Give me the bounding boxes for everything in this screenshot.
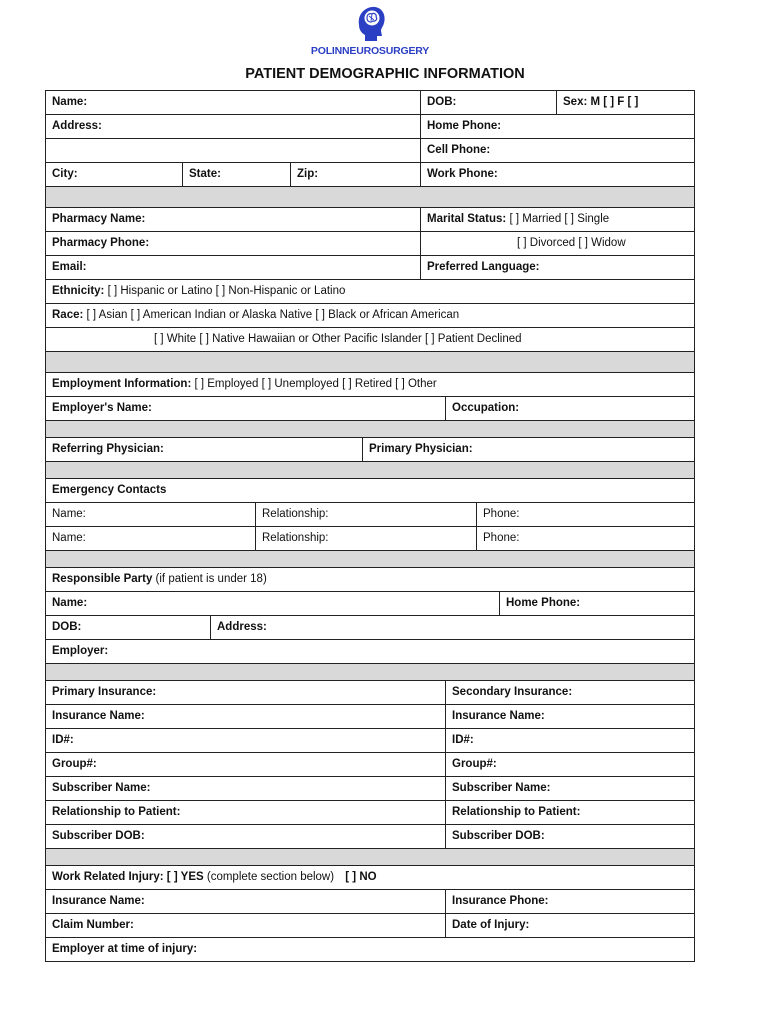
emergency-relationship-field[interactable]: Relationship: [255, 527, 476, 550]
pharmacy-phone-field[interactable]: Pharmacy Phone: [52, 237, 150, 249]
row-responsible-dob [46, 615, 694, 639]
secondary-insurance-name-field[interactable]: Insurance Name: [445, 705, 694, 728]
row-pharmacy [46, 207, 694, 231]
row-address [46, 114, 694, 138]
responsible-home-phone-field[interactable]: Home Phone: [499, 592, 694, 615]
emergency-name-field[interactable]: Name: [52, 508, 86, 520]
primary-insurance-name-field[interactable]: Insurance Name: [52, 710, 145, 722]
pharmacy-name-field[interactable]: Pharmacy Name: [52, 213, 146, 225]
injury-employer-field[interactable]: Employer at time of injury: [52, 943, 198, 955]
row-claim [46, 913, 694, 937]
secondary-insurance-heading: Secondary Insurance: [445, 681, 694, 704]
emergency-name-field[interactable]: Name: [52, 532, 86, 544]
section-divider [46, 663, 694, 680]
row-employment [46, 372, 694, 396]
referring-physician-field[interactable]: Referring Physician: [52, 443, 164, 455]
dob-field[interactable]: DOB: [420, 91, 556, 114]
row-ethnicity [46, 279, 694, 303]
primary-relationship-field[interactable]: Relationship to Patient: [52, 806, 181, 818]
state-field[interactable]: State: [182, 163, 290, 186]
row-insurance-header [46, 680, 694, 704]
sex-field[interactable]: Sex: M [ ] F [ ] [556, 91, 694, 114]
employer-name-field[interactable]: Employer's Name: [52, 402, 152, 414]
responsible-address-field[interactable]: Address: [210, 616, 694, 639]
row-email [46, 255, 694, 279]
row-work-injury [46, 865, 694, 889]
section-divider [46, 550, 694, 567]
responsible-party-heading [46, 568, 694, 591]
row-responsible-header [46, 567, 694, 591]
cell-phone-field[interactable]: Cell Phone: [420, 139, 694, 162]
secondary-subscriber-dob-field[interactable]: Subscriber DOB: [445, 825, 694, 848]
row-emergency-1 [46, 502, 694, 526]
work-injury-no[interactable]: [ ] NO [345, 871, 377, 883]
logo-text: POLINNEUROSURGERY [310, 45, 430, 57]
row-insurance-subscriber [46, 776, 694, 800]
employment-label: Employment Information: [52, 378, 192, 390]
emergency-phone-field[interactable]: Phone: [476, 527, 694, 550]
row-city [46, 162, 694, 186]
row-injury-employer [46, 937, 694, 961]
primary-subscriber-dob-field[interactable]: Subscriber DOB: [52, 830, 145, 842]
work-injury-yes[interactable]: Work Related Injury: [ ] YES [52, 871, 204, 883]
ethnicity-label: Ethnicity: [52, 285, 105, 297]
secondary-id-field[interactable]: ID#: [445, 729, 694, 752]
row-responsible-name [46, 591, 694, 615]
row-cell [46, 138, 694, 162]
responsible-party-note: (if patient is under 18) [155, 573, 267, 585]
primary-insurance-heading: Primary Insurance: [52, 686, 157, 698]
section-divider [46, 848, 694, 865]
secondary-subscriber-name-field[interactable]: Subscriber Name: [445, 777, 694, 800]
responsible-party-label: Responsible Party [52, 573, 153, 585]
secondary-group-field[interactable]: Group#: [445, 753, 694, 776]
emergency-phone-field[interactable]: Phone: [476, 503, 694, 526]
home-phone-field[interactable]: Home Phone: [420, 115, 694, 138]
ethnicity-options[interactable]: [ ] Hispanic or Latino [ ] Non-Hispanic or Latino [107, 285, 346, 297]
section-divider [46, 420, 694, 437]
primary-physician-field[interactable]: Primary Physician: [362, 438, 694, 461]
logo [300, 5, 440, 59]
row-responsible-employer [46, 639, 694, 663]
email-field[interactable]: Email: [52, 261, 87, 273]
row-insurance-dob [46, 824, 694, 848]
brain-head-icon [353, 5, 387, 43]
primary-group-field[interactable]: Group#: [52, 758, 97, 770]
occupation-field[interactable]: Occupation: [445, 397, 694, 420]
primary-id-field[interactable]: ID#: [52, 734, 74, 746]
work-injury-note: (complete section below) [206, 871, 335, 883]
race-options-1[interactable]: [ ] Asian [ ] American Indian or Alaska Native [ ] Black or African American [86, 309, 460, 321]
injury-insurance-name-field[interactable]: Insurance Name: [52, 895, 145, 907]
row-insurance-group [46, 752, 694, 776]
work-injury-field[interactable] [46, 866, 694, 889]
marital-status-label: Marital Status: [427, 213, 507, 225]
section-divider [46, 186, 694, 207]
row-physicians [46, 437, 694, 461]
ethnicity-field[interactable] [46, 280, 694, 303]
row-insurance-id [46, 728, 694, 752]
primary-subscriber-name-field[interactable]: Subscriber Name: [52, 782, 151, 794]
row-race-2 [46, 327, 694, 351]
injury-insurance-phone-field[interactable]: Insurance Phone: [445, 890, 694, 913]
row-insurance-name [46, 704, 694, 728]
race-options-2[interactable]: [ ] White [ ] Native Hawaiian or Other Pacific Islander [ ] Patient Declined [154, 333, 522, 345]
row-emergency-2 [46, 526, 694, 550]
responsible-employer-field[interactable]: Employer: [52, 645, 109, 657]
marital-options-2[interactable]: [ ] Divorced [ ] Widow [420, 232, 694, 255]
row-employer [46, 396, 694, 420]
race-label: Race: [52, 309, 84, 321]
row-name [46, 91, 694, 114]
secondary-relationship-field[interactable]: Relationship to Patient: [445, 801, 694, 824]
responsible-dob-field[interactable]: DOB: [52, 621, 82, 633]
race-field[interactable] [46, 304, 694, 327]
row-injury-insurance [46, 889, 694, 913]
emergency-relationship-field[interactable]: Relationship: [255, 503, 476, 526]
section-divider [46, 351, 694, 372]
marital-status-field[interactable] [420, 208, 694, 231]
marital-options-1[interactable]: [ ] Married [ ] Single [509, 213, 610, 225]
section-divider [46, 461, 694, 478]
row-race [46, 303, 694, 327]
demographic-form [45, 90, 695, 962]
preferred-language-field[interactable]: Preferred Language: [420, 256, 694, 279]
emergency-contacts-heading: Emergency Contacts [52, 484, 167, 496]
row-insurance-relationship [46, 800, 694, 824]
claim-number-field[interactable]: Claim Number: [52, 919, 134, 931]
zip-field[interactable]: Zip: [290, 163, 420, 186]
row-emergency-header [46, 478, 694, 502]
address-field[interactable]: Address: [52, 120, 102, 132]
date-of-injury-field[interactable]: Date of Injury: [445, 914, 694, 937]
work-phone-field[interactable]: Work Phone: [420, 163, 694, 186]
employment-options[interactable]: [ ] Employed [ ] Unemployed [ ] Retired [ ] Other [194, 378, 437, 390]
address-line-2-field[interactable] [46, 139, 420, 162]
responsible-name-field[interactable]: Name: [52, 597, 88, 609]
employment-field[interactable] [46, 373, 694, 396]
city-field[interactable]: City: [52, 168, 78, 180]
name-field[interactable]: Name: [52, 96, 88, 108]
row-pharmacy-phone [46, 231, 694, 255]
page-title: PATIENT DEMOGRAPHIC INFORMATION [245, 66, 525, 82]
